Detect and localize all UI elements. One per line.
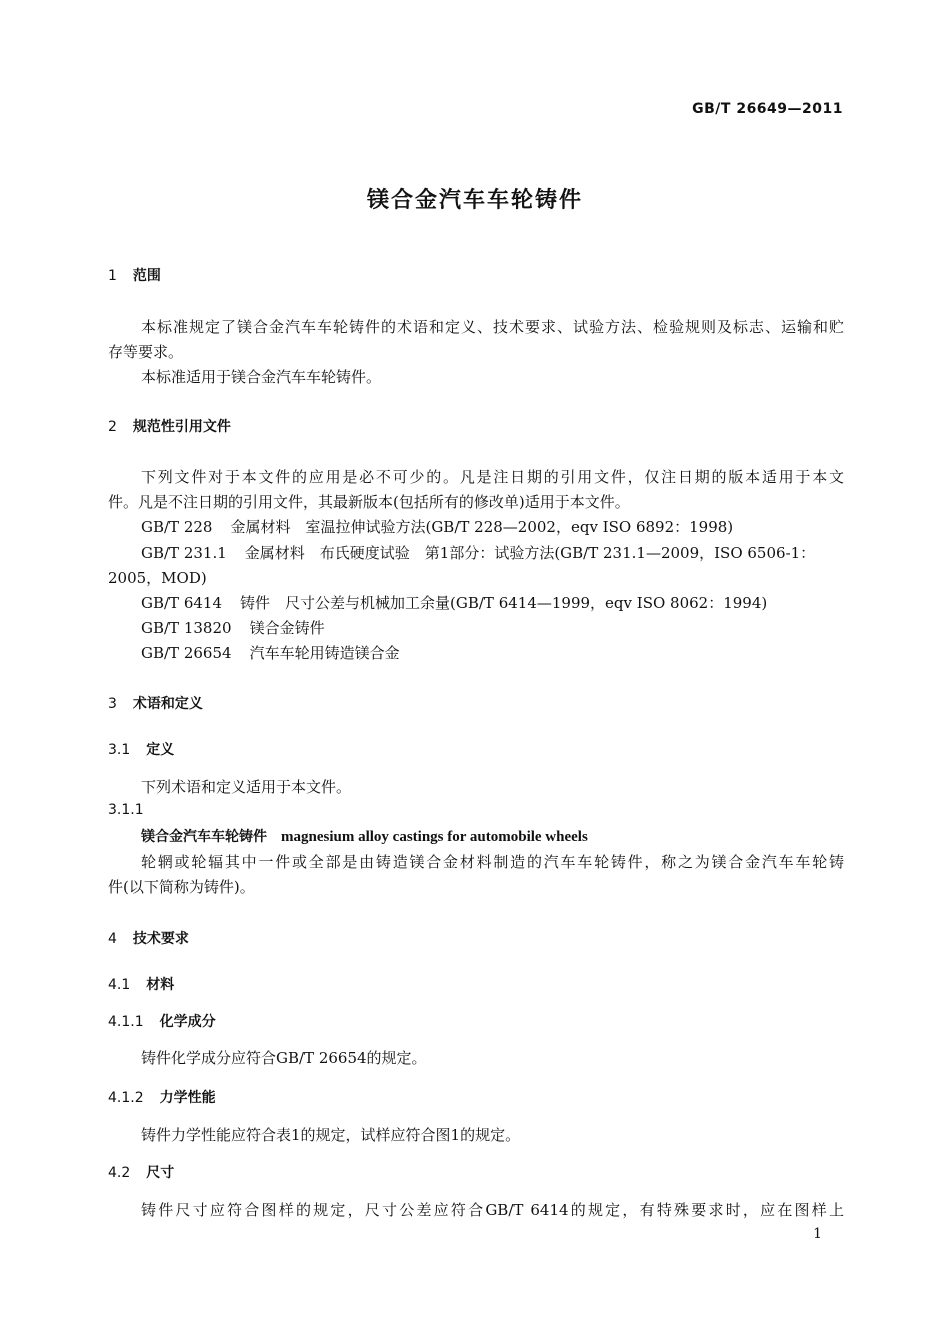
- section-number: 2: [108, 419, 117, 435]
- reference-title: 金属材料 室温拉伸试验方法(GB/T 228—2002，eqv ISO 6892：1998): [230, 518, 734, 536]
- section-2-heading: [108, 416, 231, 436]
- subsection-title: 材料: [146, 977, 175, 993]
- subsection-number: 4.1.1: [108, 1014, 144, 1030]
- section-number: 4: [108, 931, 117, 947]
- definition-continuation: 件(以下简称为铸件)。: [108, 878, 255, 896]
- reference-code: GB/T 228: [141, 518, 213, 536]
- reference-continuation: 2005，MOD): [108, 569, 207, 587]
- standard-number: GB/T 26649—2011: [692, 101, 843, 117]
- section-title: 术语和定义: [132, 696, 203, 712]
- subsection-number: 4.2: [108, 1165, 131, 1181]
- reference-title: 金属材料 布氏硬度试验 第1部分：试验方法(GB/T 231.1—2009，ISO 6506-1：: [244, 544, 816, 562]
- subsection-3-1-heading: [108, 739, 174, 759]
- subsection-number: 4.1: [108, 977, 131, 993]
- section-title: 技术要求: [132, 931, 189, 947]
- paragraph: 铸件力学性能应符合表1的规定，试样应符合图1的规定。: [141, 1126, 521, 1144]
- section-1-heading: [108, 265, 161, 285]
- term-number: 3.1.1: [108, 802, 144, 818]
- reference-item: [141, 592, 877, 613]
- subsection-4-1-heading: [108, 974, 174, 994]
- section-number: 1: [108, 268, 117, 284]
- subsection-title: 定义: [146, 742, 175, 758]
- paragraph: 下列术语和定义适用于本文件。: [141, 778, 352, 796]
- section-4-heading: [108, 928, 189, 948]
- reference-item: [141, 542, 877, 563]
- subsection-4-1-2-heading: [108, 1087, 216, 1107]
- reference-item: [141, 516, 877, 537]
- reference-title: 汽车车轮用铸造镁合金: [249, 644, 400, 662]
- paragraph: 下列文件对于本文件的应用是必不可少的。凡是注日期的引用文件，仅注日期的版本适用于本文: [141, 468, 844, 486]
- section-3-heading: [108, 693, 203, 713]
- reference-item: [141, 642, 877, 663]
- reference-title: 镁合金铸件: [249, 619, 325, 637]
- paragraph: 铸件化学成分应符合GB/T 26654的规定。: [141, 1049, 427, 1067]
- subsection-number: 4.1.2: [108, 1090, 144, 1106]
- reference-item: [141, 617, 877, 638]
- page-number: 1: [813, 1226, 822, 1242]
- term-chinese: 镁合金汽车车轮铸件: [141, 829, 267, 845]
- document-title: 镁合金汽车车轮铸件: [366, 188, 583, 213]
- subsection-4-1-1-heading: [108, 1011, 216, 1031]
- reference-code: GB/T 6414: [141, 594, 223, 612]
- reference-code: GB/T 13820: [141, 619, 232, 637]
- section-title: 范围: [132, 268, 161, 284]
- term-entry: [141, 826, 588, 846]
- definition-text: 轮辋或轮辐其中一件或全部是由铸造镁合金材料制造的汽车车轮铸件，称之为镁合金汽车车轮铸: [141, 853, 844, 871]
- paragraph-continuation: 件。凡是不注日期的引用文件，其最新版本(包括所有的修改单)适用于本文件。: [108, 493, 630, 511]
- subsection-title: 化学成分: [159, 1014, 216, 1030]
- paragraph: 铸件尺寸应符合图样的规定，尺寸公差应符合GB/T 6414的规定，有特殊要求时，应在图样上: [141, 1201, 844, 1219]
- subsection-title: 力学性能: [159, 1090, 216, 1106]
- paragraph: 本标准规定了镁合金汽车车轮铸件的术语和定义、技术要求、试验方法、检验规则及标志、运输和贮: [141, 318, 844, 336]
- subsection-number: 3.1: [108, 742, 131, 758]
- reference-code: GB/T 231.1: [141, 544, 227, 562]
- subsection-title: 尺寸: [146, 1165, 175, 1181]
- reference-title: 铸件 尺寸公差与机械加工余量(GB/T 6414—1999，eqv ISO 8062：1994): [240, 594, 768, 612]
- section-title: 规范性引用文件: [132, 419, 231, 435]
- section-number: 3: [108, 696, 117, 712]
- paragraph: 本标准适用于镁合金汽车车轮铸件。: [141, 368, 382, 386]
- subsection-4-2-heading: [108, 1162, 174, 1182]
- reference-code: GB/T 26654: [141, 644, 232, 662]
- paragraph-continuation: 存等要求。: [108, 343, 184, 361]
- term-english: magnesium alloy castings for automobile wheels: [281, 829, 588, 845]
